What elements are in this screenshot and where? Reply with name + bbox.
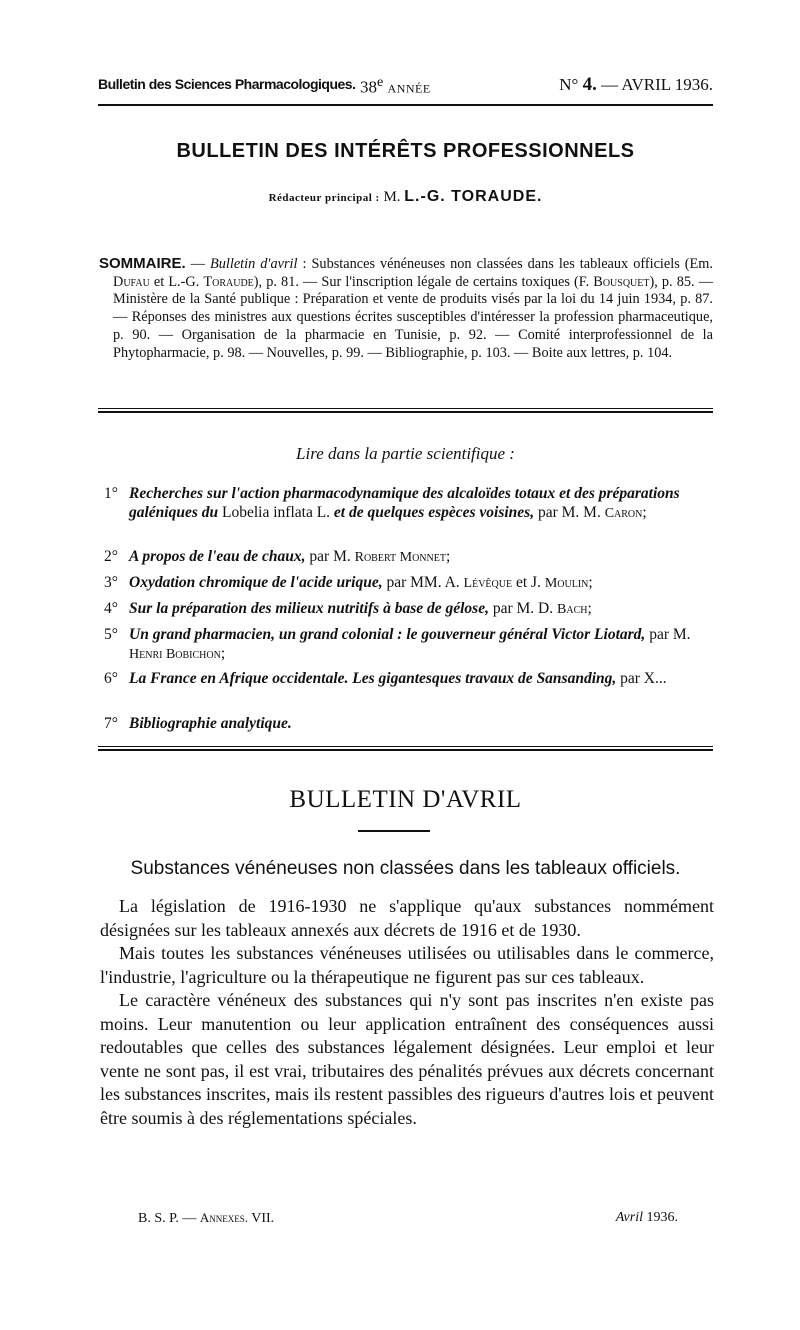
- running-head: [98, 74, 713, 98]
- paragraph: La législation de 1916-1930 ne s'applique qu'aux substances nommément désignées sur les tableaux annexés aux décrets de 1916 et de 1930.: [100, 896, 714, 940]
- sci-item-1: 1° Recherches sur l'action pharmacodynamique des alcaloïdes totaux et des préparations galéniques du Lobelia inflata L. et de quelques espèces voisines, par M. M. Caron;: [104, 485, 680, 521]
- contents-rule-1: [98, 746, 713, 747]
- header-rule: [98, 104, 713, 106]
- journal-name: Bulletin des Sciences Pharmacologiques.: [98, 76, 356, 92]
- issue-number: N° 4. — AVRIL 1936.: [559, 74, 713, 95]
- sci-item-6: 6° La France en Afrique occidentale. Les gigantesques travaux de Sansanding, par X...: [104, 670, 667, 687]
- sommaire: SOMMAIRE. — Bulletin d'avril : Substances vénéneuses non classées dans les tableaux officiels (Em. Dufau et L.-G. Toraude), p. 81. — Sur l'inscription légale de certains toxiques (F. Bousquet), p. 85. — Ministère de la Santé publique : Préparation et vente de produits visés par la loi du 14 juin 1934, p. 87. — Réponses des ministres aux questions écrites susceptibles d'intéresser la profession pharmaceutique, p. 90. — Organisation de la pharmacie en Tunisie, p. 92. — Comité interprofessionnel de la Phytopharmacie, p. 98. — Nouvelles, p. 99. — Bibliographie, p. 103. — Boite aux lettres, p. 104.: [99, 255, 713, 361]
- sci-item-4: 4° Sur la préparation des milieux nutritifs à base de gélose, par M. D. Bach;: [104, 600, 592, 617]
- sci-item-2: 2° A propos de l'eau de chaux, par M. Robert Monnet;: [104, 548, 451, 565]
- volume-year: 38e ANNÉE: [360, 74, 431, 97]
- article-body: [100, 895, 714, 1130]
- section-title: BULLETIN DES INTÉRÊTS PROFESSIONNELS: [176, 140, 635, 162]
- paragraph: Mais toutes les substances vénéneuses utilisées ou utilisables dans le commerce, l'industrie, l'agriculture ou la thérapeutique ne figurent pas sur ces tableaux.: [100, 943, 714, 987]
- paragraph: Le caractère vénéneux des substances qui n'y sont pas inscrites n'en existe pas moins. Leur manutention ou leur application entraînent des conséquences aussi redoutables que celles des substances légalement désignées. Leur emploi et leur vente ne sont pas, il est vrai, tributaires des pénalités prévues aux décrets concernant les substances inscrites, mais ils restent passibles des rigueurs d'autres lois et peuvent être soumis à des réglementations spéciales.: [100, 990, 714, 1128]
- sci-item-3: 3° Oxydation chromique de l'acide urique, par MM. A. Lévêque et J. Moulin;: [104, 574, 593, 591]
- editor-line: Rédacteur principal : M. L.-G. TORAUDE.: [268, 188, 543, 205]
- footer-signature: B. S. P. — Annexes. VII.: [138, 1210, 275, 1226]
- heading-underline: [358, 830, 430, 832]
- article-title: Substances vénéneuses non classées dans les tableaux officiels.: [130, 858, 681, 879]
- sci-item-7: 7° Bibliographie analytique.: [104, 715, 292, 732]
- sci-item-5: 5° Un grand pharmacien, un grand colonial : le gouverneur général Victor Liotard, par M. Henri Bobichon;: [104, 626, 691, 662]
- sommaire-rule-2: [98, 411, 713, 413]
- bulletin-avril-heading: BULLETIN D'AVRIL: [289, 786, 522, 813]
- contents-rule-2: [98, 749, 713, 751]
- sommaire-rule-1: [98, 408, 713, 409]
- footer-date: Avril 1936.: [615, 1210, 678, 1225]
- lire-heading: Lire dans la partie scientifique :: [296, 444, 515, 463]
